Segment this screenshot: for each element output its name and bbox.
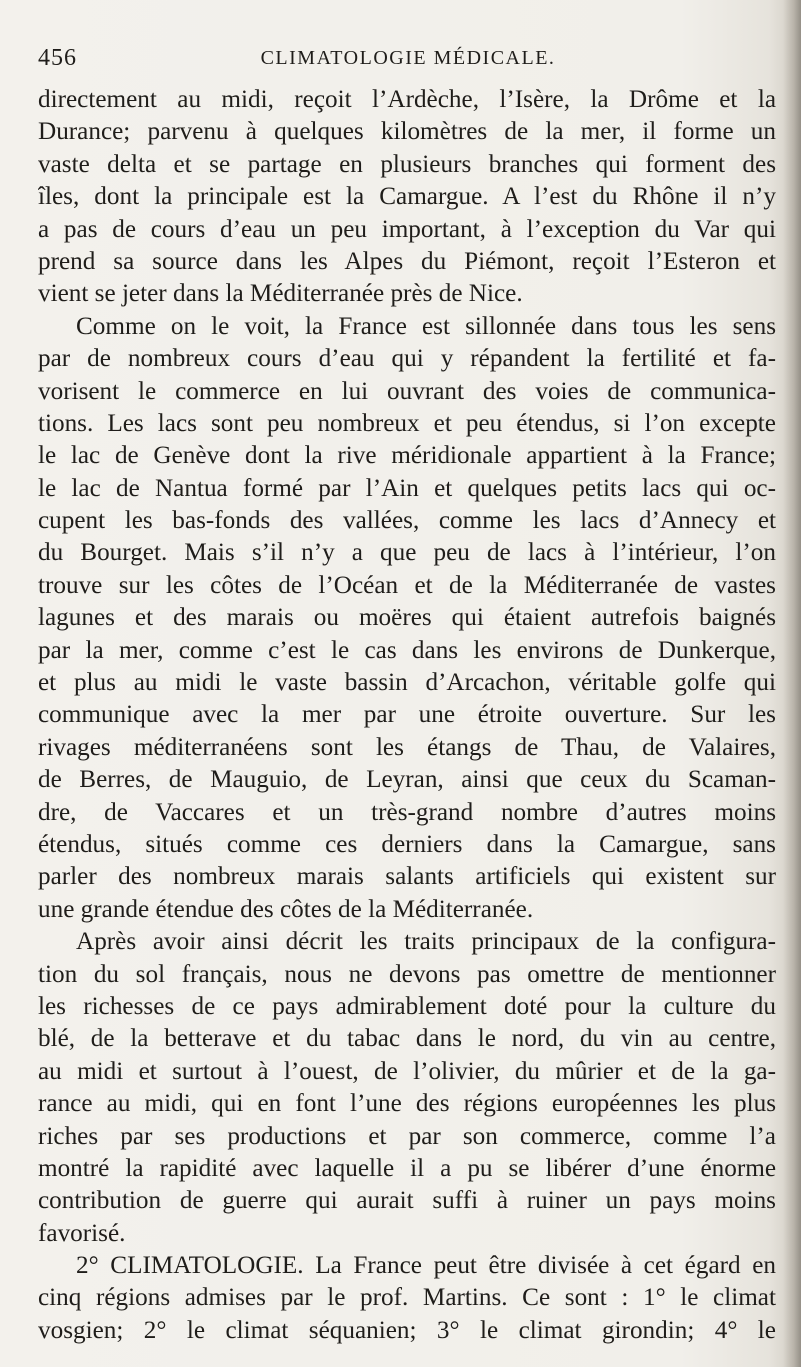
text-line: contribution de guerre qui aurait suffi à ruiner un pays moins <box>38 1187 776 1215</box>
text-line: cinq régions admises par le prof. Martins. Ce sont : 1° le climat <box>38 1284 776 1312</box>
text-line: parler des nombreux marais salants artificiels qui existent sur <box>38 863 776 891</box>
text-line: au midi et surtout à l’ouest, de l’olivier, du mûrier et de la ga- <box>38 1057 776 1085</box>
text-line: de Berres, de Mauguio, de Leyran, ainsi que ceux du Scaman- <box>38 766 776 794</box>
text-line: îles, dont la principale est la Camargue. A l’est du Rhône il n’y <box>38 183 776 211</box>
text-line: riches par ses productions et par son commerce, comme l’a <box>38 1122 776 1150</box>
text-line: prend sa source dans les Alpes du Piémont, reçoit l’Esteron et <box>38 247 776 275</box>
text-line: par la mer, comme c’est le cas dans les environs de Dunkerque, <box>38 636 776 664</box>
text-line: trouve sur les côtes de l’Océan et de la Méditerranée de vastes <box>38 571 776 599</box>
text-line: montré la rapidité avec laquelle il a pu se libérer d’une énorme <box>38 1154 776 1182</box>
text-line: par de nombreux cours d’eau qui y répandent la fertilité et fa- <box>38 345 776 373</box>
text-line: vorisent le commerce en lui ouvrant des voies de communica- <box>38 377 776 405</box>
text-line: rance au midi, qui en font l’une des régions européennes les plus <box>38 1090 776 1118</box>
body-text <box>38 84 776 1347</box>
text-line: Après avoir ainsi décrit les traits principaux de la configura- <box>76 928 776 956</box>
text-line: le lac de Nantua formé par l’Ain et quelques petits lacs qui oc- <box>38 474 776 502</box>
text-line: une grande étendue des côtes de la Méditerranée. <box>38 895 534 923</box>
text-line: le lac de Genève dont la rive méridionale appartient à la France; <box>38 442 776 470</box>
text-line: Comme on le voit, la France est sillonnée dans tous les sens <box>76 312 776 340</box>
text-line: communique avec la mer par une étroite ouverture. Sur les <box>38 701 776 729</box>
text-line: vient se jeter dans la Méditerranée près de Nice. <box>38 280 523 308</box>
text-line: cupent les bas-fonds des vallées, comme les lacs d’Annecy et <box>38 507 776 535</box>
text-line: vaste delta et se partage en plusieurs branches qui forment des <box>38 150 776 178</box>
text-line: directement au midi, reçoit l’Ardèche, l’Isère, la Drôme et la <box>38 86 776 113</box>
page-edge-shadow <box>783 0 801 1367</box>
text-line: tions. Les lacs sont peu nombreux et peu étendus, si l’on excepte <box>38 409 776 437</box>
text-line: 2° CLIMATOLOGIE. La France peut être divisée à cet égard en <box>76 1252 776 1280</box>
text-line: favorisé. <box>38 1219 126 1247</box>
text-line: étendus, situés comme ces derniers dans la Camargue, sans <box>38 830 776 858</box>
text-line: les richesses de ce pays admirablement doté pour la culture du <box>38 992 776 1020</box>
text-line: lagunes et des marais ou moëres qui étaient autrefois baignés <box>38 604 776 632</box>
text-line: du Bourget. Mais s’il n’y a que peu de lacs à l’intérieur, l’on <box>38 539 776 567</box>
text-line: blé, de la betterave et du tabac dans le nord, du vin au centre, <box>38 1025 776 1053</box>
running-title: CLIMATOLOGIE MÉDICALE. <box>260 47 556 69</box>
text-line: tion du sol français, nous ne devons pas omettre de mentionner <box>38 960 776 988</box>
text-line: dre, de Vaccares et un très-grand nombre d’autres moins <box>38 798 776 826</box>
text-line: Durance; parvenu à quelques kilomètres de la mer, il forme un <box>38 118 776 146</box>
page-number: 456 <box>38 45 77 71</box>
text-line: et plus au midi le vaste bassin d’Arcachon, véritable golfe qui <box>38 669 776 697</box>
page-header <box>38 38 778 78</box>
text-line: vosgien; 2° le climat séquanien; 3° le climat girondin; 4° le <box>38 1316 776 1344</box>
text-line: a pas de cours d’eau un peu important, à l’exception du Var qui <box>38 215 776 243</box>
text-line: rivages méditerranéens sont les étangs de Thau, de Valaires, <box>38 733 776 761</box>
